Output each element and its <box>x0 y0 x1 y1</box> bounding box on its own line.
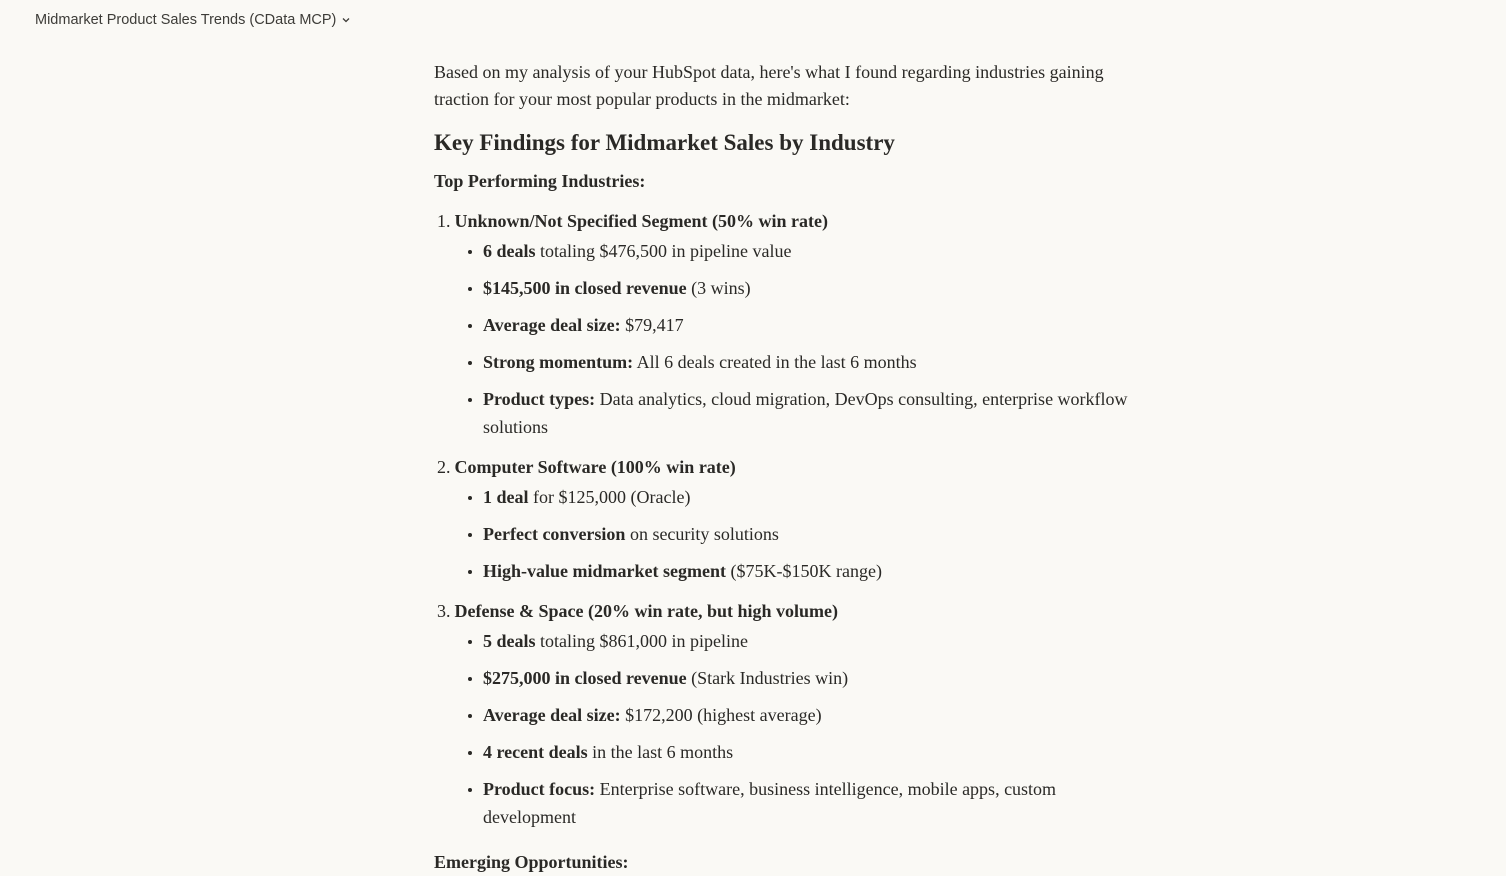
detail-bold: Strong momentum: <box>483 352 634 372</box>
detail-text: $172,200 (highest average) <box>620 705 822 725</box>
conversation-title-dropdown[interactable] <box>35 12 351 28</box>
detail-bullet <box>483 557 1144 585</box>
industry-item <box>434 598 1144 831</box>
top-industries-label: Top Performing Industries: <box>434 171 646 191</box>
detail-bold: Average deal size: <box>483 315 621 335</box>
industries-list <box>434 208 1144 831</box>
detail-text: for $125,000 (Oracle) <box>528 487 691 507</box>
detail-bullet <box>483 775 1144 831</box>
detail-bullet <box>483 520 1144 548</box>
industry-details <box>434 483 1144 585</box>
detail-bullet <box>483 664 1144 692</box>
industry-details <box>434 627 1144 831</box>
detail-bold: Perfect conversion <box>483 524 626 544</box>
detail-bullet <box>483 274 1144 302</box>
detail-bold: 6 deals <box>483 241 536 261</box>
industry-number: 1. <box>437 211 451 231</box>
conversation-title: Midmarket Product Sales Trends (CData MCP) <box>35 12 337 28</box>
industry-title <box>434 208 1144 235</box>
detail-bold: Average deal size: <box>483 705 621 725</box>
industry-details <box>434 237 1144 441</box>
detail-text: on security solutions <box>625 524 779 544</box>
detail-bold: $145,500 in closed revenue <box>483 278 687 298</box>
detail-text: All 6 deals created in the last 6 months <box>633 352 917 372</box>
detail-text: totaling $861,000 in pipeline <box>535 631 748 651</box>
industry-title-text: Unknown/Not Specified Segment (50% win rate) <box>454 211 828 231</box>
emerging-opportunities-label: Emerging Opportunities: <box>434 852 629 872</box>
detail-text: (Stark Industries win) <box>686 668 849 688</box>
detail-text: $79,417 <box>620 315 684 335</box>
section-heading: Key Findings for Midmarket Sales by Industry <box>434 130 895 155</box>
detail-bold: Product types: <box>483 389 596 409</box>
industry-title <box>434 454 1144 481</box>
detail-bold: 4 recent deals <box>483 742 588 762</box>
industry-title-text: Computer Software (100% win rate) <box>454 457 736 477</box>
detail-bullet <box>483 348 1144 376</box>
detail-text: Data analytics, cloud migration, DevOps consulting, enterprise workflow solutions <box>483 389 1128 437</box>
industry-number: 3. <box>437 601 451 621</box>
industry-title-text: Defense & Space (20% win rate, but high volume) <box>454 601 838 621</box>
detail-bullet <box>483 483 1144 511</box>
industry-title <box>434 598 1144 625</box>
industry-item <box>434 454 1144 585</box>
detail-bullet <box>483 237 1144 265</box>
detail-bold: High-value midmarket segment <box>483 561 726 581</box>
detail-bullet <box>483 311 1144 339</box>
intro-paragraph: Based on my analysis of your HubSpot data, here's what I found regarding industries gaining traction for your most popular products in the midmarket: <box>434 62 1104 109</box>
detail-bold: 1 deal <box>483 487 529 507</box>
detail-text: Enterprise software, business intelligence, mobile apps, custom development <box>483 779 1057 827</box>
detail-bullet <box>483 738 1144 766</box>
detail-text: (3 wins) <box>686 278 751 298</box>
industry-number: 2. <box>437 457 451 477</box>
detail-bold: $275,000 in closed revenue <box>483 668 687 688</box>
detail-bold: 5 deals <box>483 631 536 651</box>
detail-bullet <box>483 627 1144 655</box>
detail-text: ($75K-$150K range) <box>725 561 882 581</box>
detail-bullet <box>483 701 1144 729</box>
industry-item <box>434 208 1144 441</box>
detail-text: totaling $476,500 in pipeline value <box>535 241 792 261</box>
detail-bold: Product focus: <box>483 779 596 799</box>
detail-bullet <box>483 385 1144 441</box>
assistant-message <box>434 59 1144 876</box>
detail-text: in the last 6 months <box>587 742 734 762</box>
chevron-down-icon <box>341 15 351 25</box>
